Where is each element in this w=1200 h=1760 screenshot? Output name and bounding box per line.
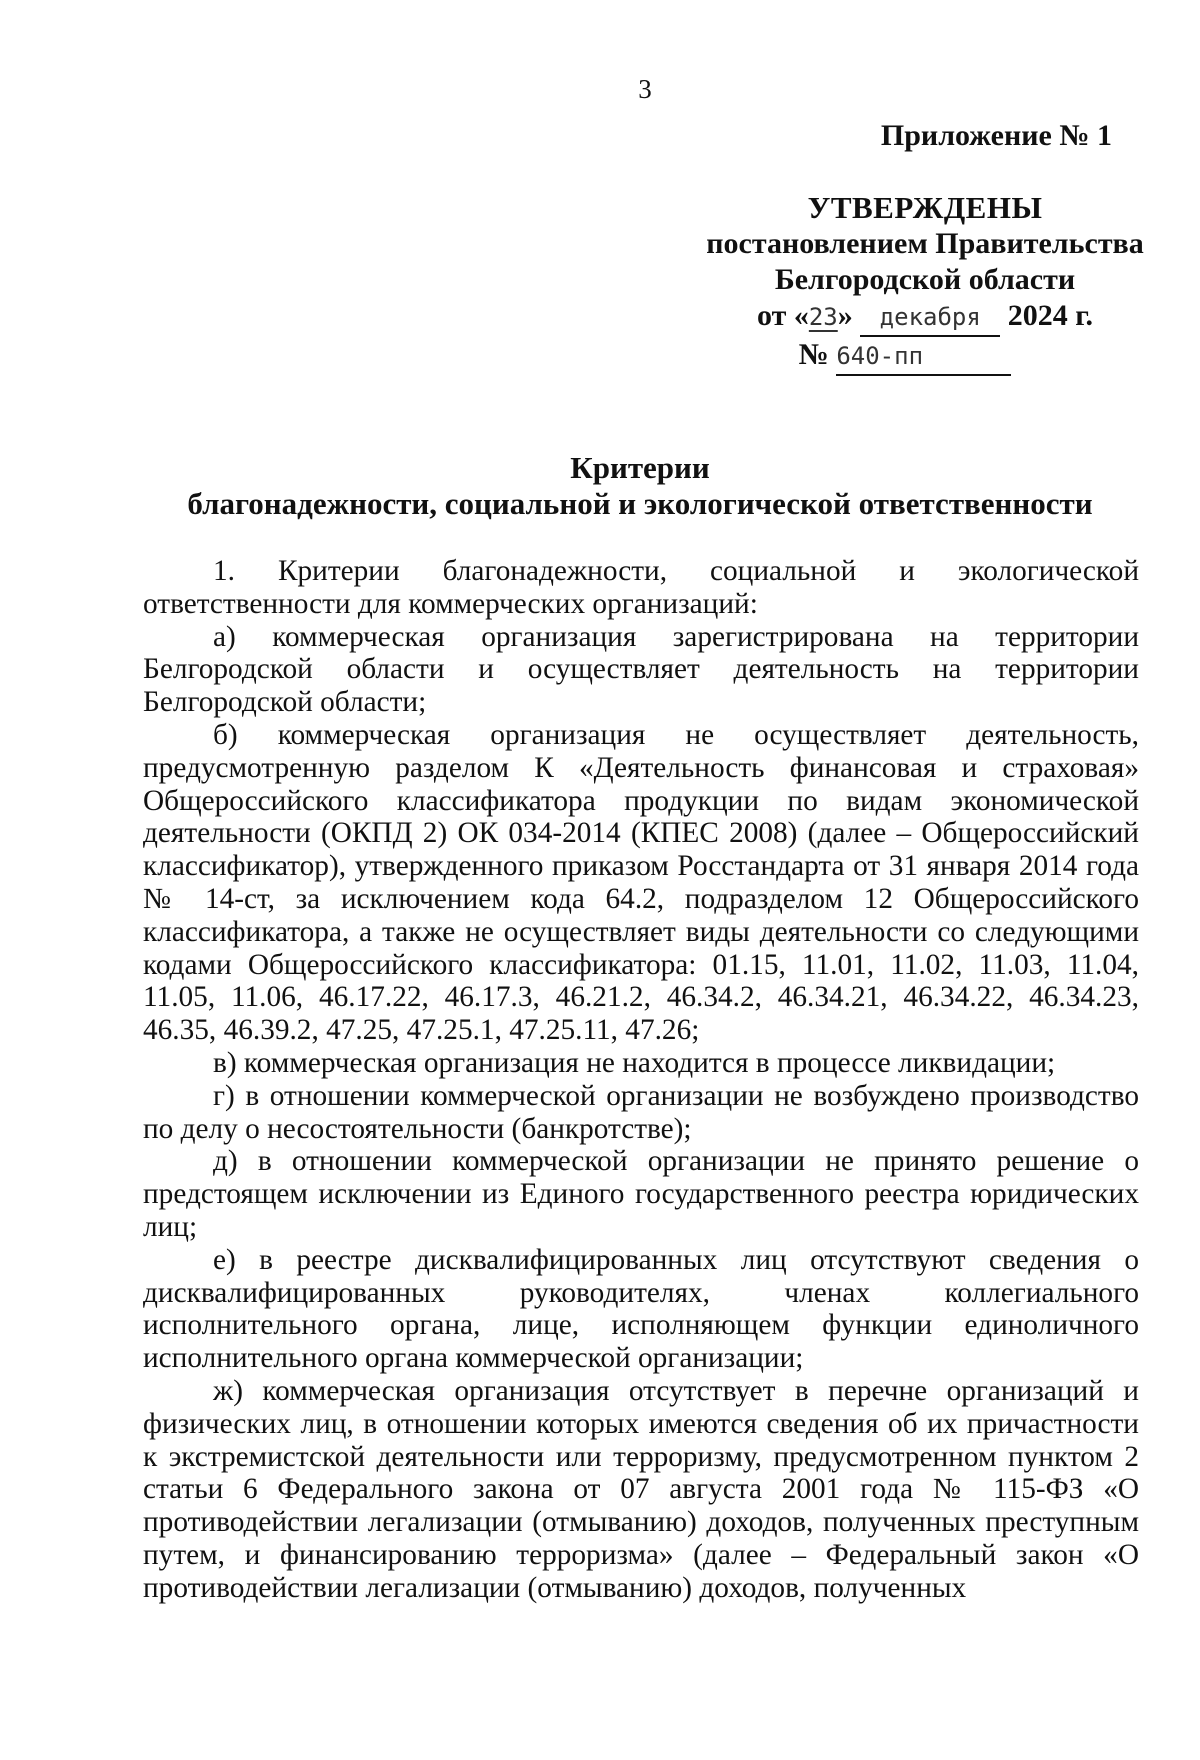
approval-date — [690, 298, 1160, 337]
approval-block — [690, 118, 1160, 376]
paragraph-zh: ж) коммерческая организация отсутствует в перечне организаций и физических лиц, в отношении которых имеются сведения об их причастности к экстремистской деятельности или терроризму, предусмотренном пунктом 2 статьи 6 Федерального закона от 07 августа 2001 года № 115-ФЗ «О противодействии легализации (отмыванию) доходов, полученных преступным путем, и финансированию терроризма» (далее – Федеральный закон «О противодействии легализации (отмыванию) доходов, полученных — [143, 1374, 1139, 1604]
paragraph-1: 1. Критерии благонадежности, социальной и экологической ответственности для коммерческих организаций: — [143, 555, 1139, 620]
approval-number — [690, 337, 1160, 376]
paragraph-v: в) коммерческая организация не находится в процессе ликвидации; — [213, 1046, 1056, 1079]
number-value: 640-пп — [836, 342, 924, 370]
date-mid: » — [837, 299, 853, 332]
approved-heading: УТВЕРЖДЕНЫ — [807, 190, 1043, 225]
document-title — [140, 450, 1140, 522]
paragraph-e: е) в реестре дисквалифицированных лиц отсутствуют сведения о дисквалифицированных руководителях, членах коллегиального исполнительного органа, лице, исполняющем функции единоличного исполнительного органа коммерческой организации; — [143, 1243, 1139, 1375]
date-day: 23 — [808, 303, 838, 331]
appendix-label: Приложение № 1 — [880, 119, 1112, 152]
title-line-2: благонадежности, социальной и экологической ответственности — [187, 486, 1093, 521]
date-year: 2024 г. — [1007, 299, 1093, 332]
title-line-1: Критерии — [570, 450, 710, 485]
paragraph-g: г) в отношении коммерческой организации не возбуждено производство по делу о несостоятельности (банкротстве); — [143, 1079, 1139, 1145]
paragraph-d: д) в отношении коммерческой организации не принято решение о предстоящем исключении из Единого государственного реестра юридических лиц; — [143, 1145, 1139, 1243]
date-month: декабря — [879, 303, 981, 331]
document-body — [143, 555, 1139, 1605]
approval-line-1: постановлением Правительства — [706, 227, 1144, 260]
number-prefix: № — [798, 338, 829, 371]
paragraph-a: а) коммерческая организация зарегистрирована на территории Белгородской области и осуществляет деятельность на территории Белгородской области; — [143, 620, 1139, 719]
date-prefix: от « — [757, 299, 809, 332]
approval-line-2: Белгородской области — [774, 263, 1076, 296]
paragraph-b: б) коммерческая организация не осуществляет деятельность, предусмотренную разделом К «Деятельность финансовая и страховая» Общероссийского классификатора продукции по видам экономической деятельности (ОКПД 2) ОК 034-2014 (КПЕС 2008) (далее – Общероссийский классификатор), утвержденного приказом Росстандарта от 31 января 2014 года № 14-ст, за исключением кода 64.2, подразделом 12 Общероссийского классификатора, а также не осуществляет виды деятельности со следующими кодами Общероссийского классификатора: 01.15, 11.01, 11.02, 11.03, 11.04, 11.05, 11.06, 46.17.22, 46.17.3, 46.21.2, 46.34.2, 46.34.21, 46.34.22, 46.34.23, 46.35, 46.39.2, 47.25, 47.25.1, 47.25.11, 47.26; — [143, 718, 1139, 1047]
page-number: 3 — [638, 74, 652, 104]
